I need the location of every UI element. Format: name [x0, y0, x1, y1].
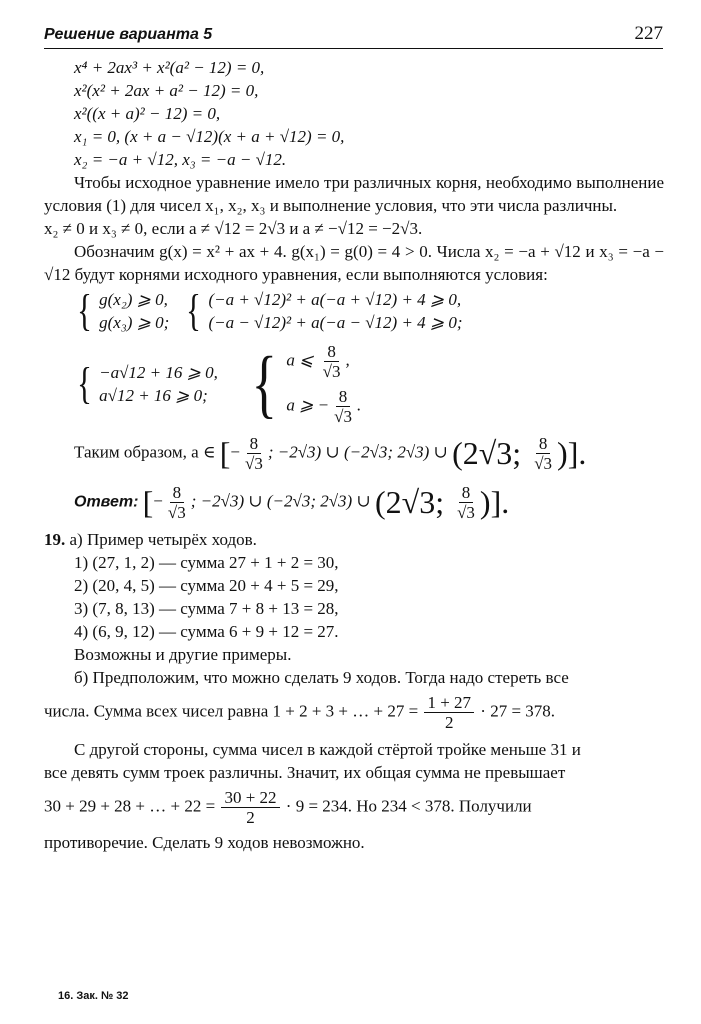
left-brace: {: [251, 342, 277, 426]
part-c-conclusion: противоречие. Сделать 9 ходов невозможно.: [44, 833, 365, 852]
left-brace: {: [77, 286, 92, 335]
task-19-heading: 19. а) Пример четырёх ходов.: [44, 530, 257, 549]
move-line: 1) (27, 1, 2) — сумма 27 + 1 + 2 = 30,: [74, 553, 339, 572]
fraction: $\frac{8}{√3}$: [334, 387, 352, 426]
system-row: g(x₂) ⩾ 0,: [99, 290, 168, 309]
fraction: $\frac{30 + 22}{2}$: [221, 788, 279, 827]
fraction: $\frac{8}{√3}$: [322, 342, 341, 381]
system-row: g(x₃) ⩾ 0;: [99, 313, 170, 332]
fraction: $\frac{8}{√3}$: [245, 434, 263, 473]
system-row: a ⩽ $\frac{8}{√3}$ ,: [286, 342, 350, 381]
system-row: a√12 + 16 ⩾ 0;: [99, 386, 208, 405]
part-b-sum-line: числа. Сумма всех чисел равна 1 + 2 + 3 + … + 27 = $\frac{1 + 27}{2}$ · 27 = 378.: [44, 693, 556, 732]
part-c-sum-line: 30 + 29 + 28 + … + 22 = $\frac{30 + 22}{2}$ · 9 = 234. Но 234 < 378. Получили: [44, 788, 532, 827]
result-line: Таким образом, a ∈ [− $\frac{8}{√3}$ ; −2√3) ∪ (−2√3; 2√3) ∪ (2√3; $\frac{8}{√3}$ )].: [74, 434, 587, 473]
equation-line: x²(x² + 2ax + a² − 12) = 0,: [74, 81, 259, 100]
paragraph-distinct-roots: Чтобы исходное уравнение имело три различных корня, необходимо выполнение условия (1) для чисел x₁, x₂, x₃ и выполнение условия, что эти числа различны.: [44, 173, 664, 215]
part-b-line: б) Предположим, что можно сделать 9 ходов. Тогда надо стереть все: [74, 668, 569, 687]
fraction: $\frac{8}{√3}$: [457, 483, 475, 522]
fraction: $\frac{8}{√3}$: [534, 434, 553, 473]
fraction: $\frac{1 + 27}{2}$: [424, 693, 474, 732]
system-row: (−a − √12)² + a(−a − √12) + 4 ⩾ 0;: [208, 313, 463, 332]
system-row: −a√12 + 16 ⩾ 0,: [99, 363, 218, 382]
move-line: 4) (6, 9, 12) — сумма 6 + 9 + 12 = 27.: [74, 622, 339, 641]
page-number: 227: [634, 23, 663, 44]
system-2: [74, 342, 664, 426]
equation-line: x⁴ + 2ax³ + x²(a² − 12) = 0,: [74, 58, 265, 77]
task-number: 19.: [44, 530, 66, 549]
left-brace: {: [77, 359, 92, 408]
other-examples: Возможны и другие примеры.: [74, 645, 292, 664]
system-row: a ⩾ − $\frac{8}{√3}$ .: [286, 387, 362, 426]
condition-line: x₂ ≠ 0 и x₃ ≠ 0, если a ≠ √12 = 2√3 и a ≠ −√12 = −2√3.: [44, 219, 423, 238]
equation-line: x₂ = −a + √12, x₃ = −a − √12.: [74, 150, 287, 169]
move-line: 2) (20, 4, 5) — сумма 20 + 4 + 5 = 29,: [74, 576, 339, 595]
fraction: $\frac{8}{√3}$: [167, 483, 186, 522]
part-c-line: С другой стороны, сумма чисел в каждой стёртой тройке меньше 31 и: [74, 740, 581, 759]
page-footer: 16. Зак. № 32: [58, 990, 129, 1002]
move-line: 3) (7, 8, 13) — сумма 7 + 8 + 13 = 28,: [74, 599, 339, 618]
part-c-line: все девять сумм троек различны. Значит, их общая сумма не превышает: [44, 763, 566, 782]
paragraph-g-definition: Обозначим g(x) = x² + ax + 4. g(x₁) = g(0) = 4 > 0. Числа x₂ = −a + √12 и x₃ = −a − √12 будут корнями исходного уравнения, если выполняются условия:: [44, 242, 664, 284]
answer-label: Ответ:: [74, 493, 139, 511]
page-header: [44, 18, 663, 49]
page-content: [44, 56, 664, 854]
running-title: Решение варианта 5: [44, 26, 213, 43]
system-row: (−a + √12)² + a(−a + √12) + 4 ⩾ 0,: [208, 290, 462, 309]
system-1: [74, 288, 664, 334]
left-brace: {: [186, 286, 202, 335]
answer-line: Ответ: [− $\frac{8}{√3}$ ; −2√3) ∪ (−2√3; 2√3) ∪ (2√3; $\frac{8}{√3}$ )].: [74, 483, 510, 522]
equation-line: x₁ = 0, (x + a − √12)(x + a + √12) = 0,: [74, 127, 345, 146]
equation-line: x²((x + a)² − 12) = 0,: [74, 104, 221, 123]
